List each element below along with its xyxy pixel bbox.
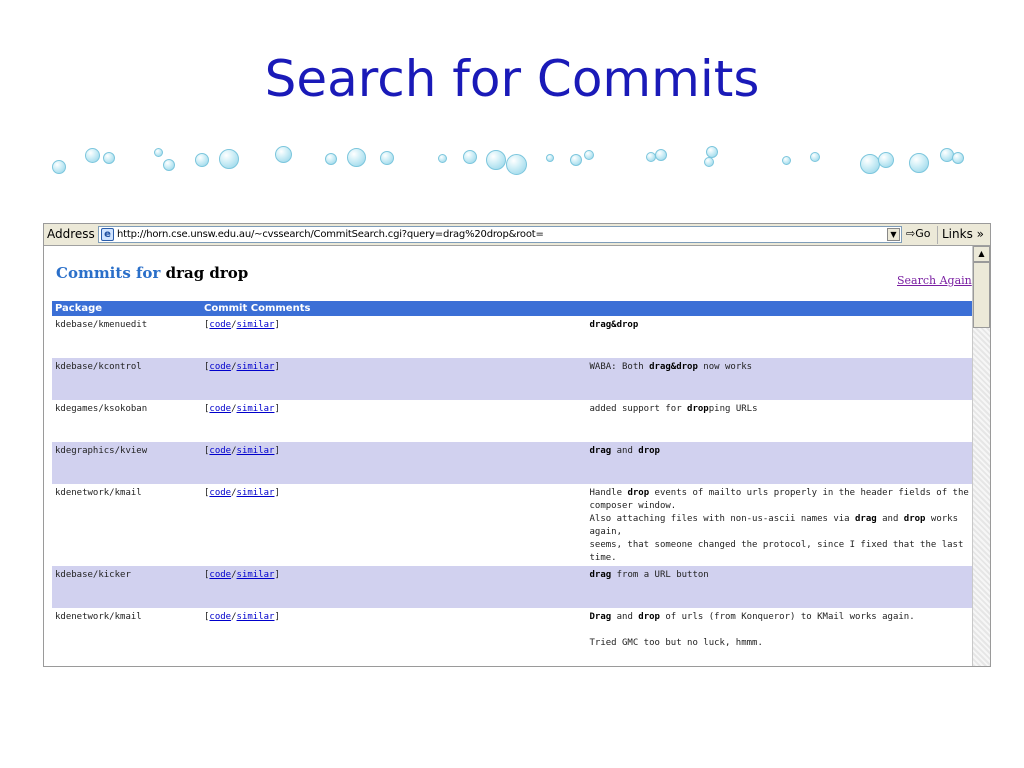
- bracket: ]: [274, 612, 280, 622]
- vertical-scrollbar[interactable]: [972, 246, 990, 666]
- bubble: [810, 152, 820, 162]
- links-cell: [201, 316, 587, 358]
- commit-comment-cell: drag&drop: [587, 316, 973, 358]
- links-cell: [201, 484, 587, 566]
- browser-window: [43, 223, 991, 667]
- page-heading: [56, 264, 248, 282]
- slash: /: [231, 570, 237, 580]
- bubble: [275, 146, 292, 163]
- bubble: [486, 150, 506, 170]
- bracket: ]: [274, 362, 280, 372]
- table-row: [52, 358, 972, 400]
- bubble: [103, 152, 115, 164]
- code-link[interactable]: code: [209, 488, 232, 498]
- table-header-row: [52, 301, 972, 316]
- commit-comment-cell: added support for dropping URLs: [587, 400, 973, 442]
- bubble: [860, 154, 880, 174]
- table-row: [52, 316, 972, 358]
- bracket: [: [204, 404, 210, 414]
- toolbar-divider: [937, 226, 938, 244]
- links-cell: [201, 566, 587, 608]
- bubble: [85, 148, 100, 163]
- commits-for-label: Commits for: [56, 264, 161, 282]
- code-link[interactable]: code: [209, 446, 232, 456]
- scroll-up-icon[interactable]: ▲: [973, 246, 990, 262]
- chevron-down-icon[interactable]: ▼: [887, 228, 900, 241]
- slash: /: [231, 488, 237, 498]
- address-bar: [44, 224, 990, 246]
- bracket: [: [204, 488, 210, 498]
- bubble: [506, 154, 527, 175]
- bubble: [463, 150, 477, 164]
- bubble: [195, 153, 209, 167]
- bubble: [878, 152, 894, 168]
- links-cell: [201, 442, 587, 484]
- slash: /: [231, 320, 237, 330]
- results-table: [52, 301, 972, 666]
- go-button[interactable]: ⇨Go: [906, 227, 931, 240]
- code-link[interactable]: code: [209, 362, 232, 372]
- bubble-decoration: [0, 140, 1024, 180]
- code-link[interactable]: code: [209, 612, 232, 622]
- code-link[interactable]: code: [209, 404, 232, 414]
- links-cell: [201, 358, 587, 400]
- bracket: ]: [274, 570, 280, 580]
- package-cell: kdenetwork/kmail: [52, 608, 201, 666]
- bubble: [154, 148, 163, 157]
- bubble: [570, 154, 582, 166]
- package-cell: kdebase/kicker: [52, 566, 201, 608]
- page-content: [44, 246, 972, 666]
- column-header-comments: Commit Comments: [201, 301, 972, 316]
- bubble: [325, 153, 337, 165]
- bracket: ]: [274, 446, 280, 456]
- bracket: ]: [274, 404, 280, 414]
- commit-comment-cell: Drag and drop of urls (from Konqueror) to KMail works again. Tried GMC too but no luck, hmmm.: [587, 608, 973, 666]
- bubble: [782, 156, 791, 165]
- similar-link[interactable]: similar: [236, 362, 275, 372]
- bubble: [584, 150, 594, 160]
- bubble: [380, 151, 394, 165]
- bubble: [163, 159, 175, 171]
- bubble: [546, 154, 554, 162]
- address-label: Address: [47, 227, 95, 241]
- similar-link[interactable]: similar: [236, 320, 275, 330]
- bubble: [52, 160, 66, 174]
- bracket: [: [204, 362, 210, 372]
- commit-comment-cell: drag and drop: [587, 442, 973, 484]
- slide-title: Search for Commits: [264, 50, 760, 108]
- bubble: [438, 154, 447, 163]
- commit-comment-cell: drag from a URL button: [587, 566, 973, 608]
- commit-comment-cell: WABA: Both drag&drop now works: [587, 358, 973, 400]
- table-row: [52, 484, 972, 566]
- bubble: [952, 152, 964, 164]
- similar-link[interactable]: similar: [236, 612, 275, 622]
- slash: /: [231, 362, 237, 372]
- table-row: [52, 608, 972, 666]
- address-field[interactable]: [98, 226, 902, 243]
- similar-link[interactable]: similar: [236, 570, 275, 580]
- slash: /: [231, 612, 237, 622]
- bracket: [: [204, 612, 210, 622]
- bracket: [: [204, 570, 210, 580]
- bubble: [655, 149, 667, 161]
- bracket: ]: [274, 320, 280, 330]
- search-again-link[interactable]: Search Again: [897, 274, 972, 287]
- bubble: [704, 157, 714, 167]
- ie-page-icon: e: [101, 228, 114, 241]
- bracket: [: [204, 320, 210, 330]
- go-arrow-icon: ⇨: [906, 227, 916, 240]
- commit-comment-cell: Handle drop events of mailto urls properly in the header fields of the composer window. Also attaching files with non-us-ascii names via drag and drop works again, seems, that someone changed the protocol, since I fixed that the last time.: [587, 484, 973, 566]
- slash: /: [231, 404, 237, 414]
- package-cell: kdenetwork/kmail: [52, 484, 201, 566]
- query-text: drag drop: [165, 264, 249, 282]
- package-cell: kdebase/kcontrol: [52, 358, 201, 400]
- similar-link[interactable]: similar: [236, 446, 275, 456]
- bubble: [219, 149, 239, 169]
- code-link[interactable]: code: [209, 320, 232, 330]
- scrollbar-thumb[interactable]: [973, 262, 990, 328]
- links-button[interactable]: Links »: [942, 227, 984, 241]
- bracket: ]: [274, 488, 280, 498]
- links-cell: [201, 400, 587, 442]
- slash: /: [231, 446, 237, 456]
- package-cell: kdegraphics/kview: [52, 442, 201, 484]
- table-row: [52, 566, 972, 608]
- similar-link[interactable]: similar: [236, 488, 275, 498]
- bracket: [: [204, 446, 210, 456]
- similar-link[interactable]: similar: [236, 404, 275, 414]
- links-cell: [201, 608, 587, 666]
- bubble: [347, 148, 366, 167]
- table-row: [52, 442, 972, 484]
- code-link[interactable]: code: [209, 570, 232, 580]
- table-row: [52, 400, 972, 442]
- package-cell: kdegames/ksokoban: [52, 400, 201, 442]
- package-cell: kdebase/kmenuedit: [52, 316, 201, 358]
- address-url[interactable]: http://horn.cse.unsw.edu.au/~cvssearch/CommitSearch.cgi?query=drag%20drop&root=: [117, 229, 544, 240]
- column-header-package: Package: [52, 301, 201, 316]
- bubble: [909, 153, 929, 173]
